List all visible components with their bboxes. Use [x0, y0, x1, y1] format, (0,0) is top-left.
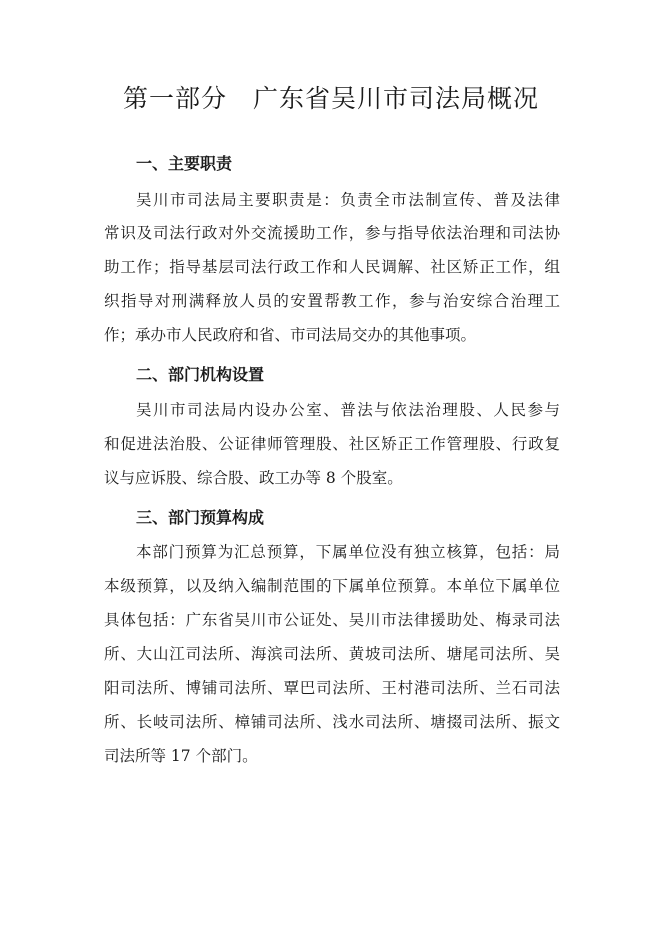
paragraph-line: 议与应诉股、综合股、政工办等 8 个股室。 [104, 469, 403, 487]
paragraph-line: 本级预算，以及纳入编制范围的下属单位预算。本单位下属单位 [104, 577, 560, 595]
paragraph-line: 所、大山江司法所、海滨司法所、黄坡司法所、塘尾司法所、吴 [104, 645, 560, 663]
section-heading-budget: 三、部门预算构成 [136, 508, 265, 527]
paragraph-line: 具体包括：广东省吴川市公证处、吴川市法律援助处、梅录司法 [104, 611, 560, 629]
paragraph-line: 所、长岐司法所、樟铺司法所、浅水司法所、塘掇司法所、振文 [104, 713, 560, 731]
paragraph-line: 和促进法治股、公证律师管理股、社区矫正工作管理股、行政复 [104, 435, 560, 453]
paragraph-line: 织指导对刑满释放人员的安置帮教工作，参与治安综合治理工 [104, 292, 560, 310]
paragraph-line: 本部门预算为汇总预算，下属单位没有独立核算，包括：局 [136, 543, 560, 561]
page-title: 第一部分 广东省吴川市司法局概况 [122, 84, 539, 113]
section-heading-structure: 二、部门机构设置 [136, 365, 265, 384]
paragraph-line: 阳司法所、博铺司法所、覃巴司法所、王村港司法所、兰石司法 [104, 679, 560, 697]
paragraph-line: 常识及司法行政对外交流援助工作，参与指导依法治理和司法协 [104, 224, 560, 242]
paragraph-line: 吴川市司法局主要职责是：负责全市法制宣传、普及法律 [136, 191, 560, 209]
paragraph-line: 助工作；指导基层司法行政工作和人民调解、社区矫正工作，组 [104, 258, 560, 276]
paragraph-line: 作；承办市人民政府和省、市司法局交办的其他事项。 [104, 326, 477, 344]
paragraph-line: 吴川市司法局内设办公室、普法与依法治理股、人民参与 [136, 401, 560, 419]
paragraph-line: 司法所等 17 个部门。 [104, 747, 258, 765]
section-heading-duties: 一、主要职责 [136, 154, 233, 173]
